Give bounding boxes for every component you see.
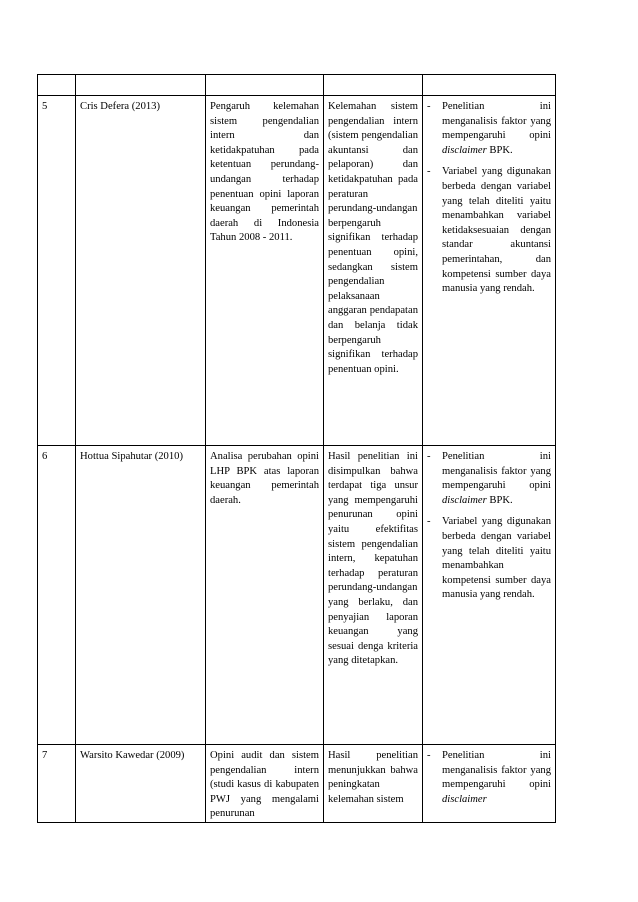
row-title-text: Opini audit dan sistem pengendalian intern (studi kasus di kabupaten PWJ yang mengalami penurunan (210, 750, 319, 820)
bullet-dash: - (427, 166, 431, 178)
table-row (38, 96, 556, 446)
table-header-row (38, 75, 556, 96)
row-title-text: Pengaruh kelemahan sistem pengendalian intern dan ketidakpatuhan pada ketentuan perundang-undangan terhadap penentuan opini laporan keuangan pemerintah daerah di Indonesia Tahun 2008 - 2011. (210, 101, 319, 244)
row-result-text: Kelemahan sistem pengendalian intern (sistem pengendalian akuntansi dan pelaporan) dan ketidakpatuhan pada peraturan perundang-undangan berpengaruh signifikan terhadap penentuan opini, sedangkan sistem pengendalian pelaksanaan anggaran pendapatan dan belanja tidak berpengaruh signifikan terhadap penentuan opini. (328, 101, 418, 375)
row-difference (423, 96, 556, 446)
difference-item (427, 100, 551, 158)
row-result (324, 446, 423, 745)
header-cell (38, 75, 76, 96)
row-difference (423, 745, 556, 823)
row-number: 6 (38, 446, 76, 745)
difference-text: Penelitian ini menganalisis faktor yang mempengaruhi opini (442, 101, 551, 142)
table-row (38, 745, 556, 823)
difference-italic: disclaimer (442, 494, 487, 506)
row-author: Hottua Sipahutar (2010) (76, 446, 206, 745)
difference-text: Penelitian ini menganalisis faktor yang mempengaruhi opini (442, 750, 551, 791)
row-author: Warsito Kawedar (2009) (76, 745, 206, 823)
row-result (324, 745, 423, 823)
bullet-dash: - (427, 451, 431, 462)
difference-item (427, 450, 551, 508)
row-title (206, 446, 324, 745)
row-result-text: Hasil penelitian menunjukkan bahwa peningkatan kelemahan sistem (328, 750, 418, 805)
header-cell (423, 75, 556, 96)
difference-tail: BPK. (486, 144, 513, 156)
difference-item (427, 515, 551, 603)
difference-item (427, 749, 551, 807)
bullet-dash: - (427, 750, 431, 761)
difference-item (427, 165, 551, 296)
row-result (324, 96, 423, 446)
difference-text: Penelitian ini menganalisis faktor yang mempengaruhi opini (442, 451, 551, 492)
bullet-dash: - (427, 101, 431, 112)
row-title-text: Analisa perubahan opini LHP BPK atas laporan keuangan pemerintah daerah. (210, 451, 319, 506)
header-cell (324, 75, 423, 96)
row-title (206, 96, 324, 446)
literature-table (37, 74, 556, 823)
difference-italic: disclaimer (442, 144, 487, 156)
row-difference (423, 446, 556, 745)
difference-text: Variabel yang digunakan berbeda dengan variabel yang telah diteliti yaitu menambahkan kompetensi sumber daya manusia yang rendah. (442, 516, 551, 601)
row-result-text: Hasil penelitian ini disimpulkan bahwa terdapat tiga unsur yang mempengaruhi penurunan opini yaitu efektifitas sistem pengendalian intern, kepatuhan terhadap peraturan perundang-undangan yang berlaku, dan penyajian laporan keuangan yang sesuai denga kriteria yang ditetapkan. (328, 451, 418, 667)
row-number: 5 (38, 96, 76, 446)
row-number: 7 (38, 745, 76, 823)
difference-text: Variabel yang digunakan berbeda dengan variabel yang telah diteliti yaitu menambahkan variabel ketidaksesuaian dengan standar akuntansi pemerintahan, dan kompetensi sumber daya manusia yang rendah. (442, 166, 551, 295)
difference-tail: BPK. (486, 494, 513, 506)
bullet-dash: - (427, 516, 431, 528)
row-author: Cris Defera (2013) (76, 96, 206, 446)
difference-italic: disclaimer (442, 793, 487, 805)
table-row (38, 446, 556, 745)
row-title (206, 745, 324, 823)
header-cell (76, 75, 206, 96)
header-cell (206, 75, 324, 96)
